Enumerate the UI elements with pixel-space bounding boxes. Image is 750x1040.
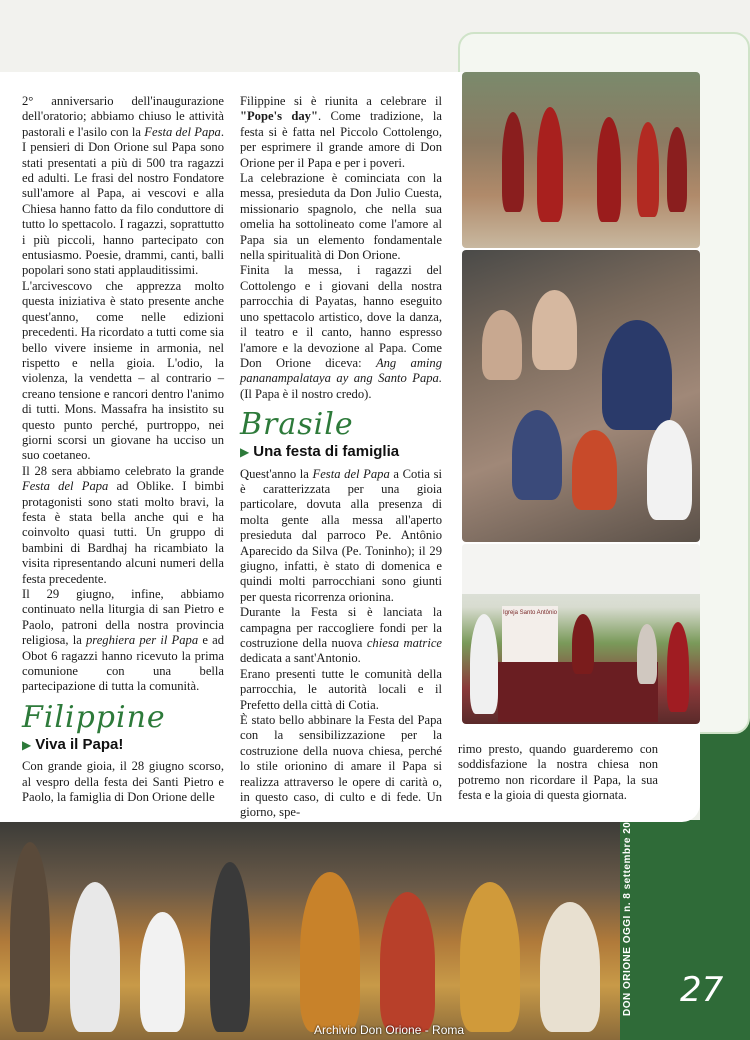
child-figure (647, 420, 692, 520)
photo-dancers (462, 72, 700, 248)
section-subhead: ▶ Viva il Papa! (22, 735, 124, 753)
crowd-figure (210, 862, 250, 1032)
crowd-figure (70, 882, 120, 1032)
paragraph: La celebrazione è cominciata con la messa, presieduta da Don Julio Cuesta, missionario spagnolo, che nella sua omelia ha sottolineato come l'amore al Papa sia un elemento fondamentale nella spiritualità di Don Orione. (240, 171, 442, 263)
priest-figure (470, 614, 498, 714)
photo-children (462, 250, 700, 542)
paragraph: Il 29 giugno, infine, abbiamo continuato nella liturgia di san Pietro e Paolo, patroni della nostra provincia religiosa, la preghiera per il Papa e ad Obot 6 ragazzi hanno ricevuto la prima comunione con una bella partecipazione di tutta la comunità. (22, 587, 224, 694)
crowd-figure (380, 892, 435, 1032)
child-figure (572, 430, 617, 510)
page-number: 27 (680, 970, 724, 1010)
crowd-figure (460, 882, 520, 1032)
celebrant-figure (572, 614, 594, 674)
photo-outdoor-mass (462, 544, 700, 724)
crowd-figure (540, 902, 600, 1032)
crowd-figure (300, 872, 360, 1032)
man-figure (602, 320, 672, 430)
archive-watermark: Archivio Don Orione - Roma (314, 1023, 465, 1037)
paragraph: È stato bello abbinare la Festa del Papa con la sensibilizzazione per la costruzione della nuova chiesa, perché lo stile orionino di amare il Papa si realizza attraverso le opere di carità o, in questo caso, di culto e di fede. Un giorno, spe- (240, 713, 442, 820)
section-title-filippine: Filippine (22, 699, 166, 735)
paragraph: Filippine si è riunita a celebrare il "Pope's day". Come tradizione, la festa si è fatta nel Piccolo Cottolengo, per esprimere il grande amore di Don Orione per il Papa e per i poveri. (240, 94, 442, 170)
paragraph: Durante la Festa si è lanciata la campagna per raccogliere fondi per la costruzione della nuova chiesa matrice dedicata a sant'Antonio. (240, 605, 442, 666)
tent-canopy (462, 544, 700, 594)
banner: Igreja Santo Antônio (502, 606, 558, 664)
child-figure (512, 410, 562, 500)
person-figure (667, 622, 689, 712)
paragraph: Quest'anno la Festa del Papa a Cotia si è caratterizzata per una gioia particolare, dovuta alla presenza di molta gente alla messa all'aperto presieduta dal parroco Pe. Antônio Aparecido da Silva (Pe. Toninho); il 29 giugno, infatti, è stato di domenica e quindi molti parrocchiani sono giunti per questa ricorrenza orionina. (240, 466, 442, 604)
section-title-brasile: Brasile (240, 407, 354, 443)
crowd-figure (140, 912, 185, 1032)
person-figure (637, 624, 657, 684)
dancer-figure (502, 112, 524, 212)
paragraph: L'arcivescovo che apprezza molto questa iniziativa è stato presente anche quest'anno, come nelle edizioni precedenti. Ha ricordato a tutti come sia bello vivere insieme in armonia, nel rispetto e nella gioia. L'odio, la violenza, la vendetta – al contrario – creano tensione e rancori dentro l'animo di tutti. Mons. Massafra ha insistito su questo punto perché, purtroppo, nei giorni scorsi un giovane ha ucciso un suo coetaneo. (22, 278, 224, 463)
paragraph: 2° anniversario dell'inaugurazione dell'oratorio; abbiamo chiuso le attività pastorali e l'asilo con la Festa del Papa. I pensieri di Don Orione sul Papa sono stati presentati a più di 500 tra ragazzi ed adulti. Le frasi del nostro Fondatore sull'amore al Papa, ai vescovi e alla Chiesa hanno fatto da filo conduttore di tutto lo spettacolo. I ragazzi, soprattutto i più piccoli, hanno partecipato con entusiasmo. Poesie, drammi, canti, balli popolari sono stati applauditissimi. (22, 94, 224, 278)
crowd-figure (10, 842, 50, 1032)
paragraph: Il 28 sera abbiamo celebrato la grande Festa del Papa ad Oblike. I bimbi protagonisti sono stati molto bravi, la festa è stata bella anche qui e ha coinvolto quasi tutti. Un gruppo di bambini di Bardhaj ha ricambiato la visita ripresentando alcuni numeri della festa precedente. (22, 463, 224, 586)
paragraph: Con grande gioia, il 28 giugno scorso, al vespro della festa dei Santi Pietro e Paolo, la famiglia di Don Orione delle (22, 759, 224, 805)
magazine-issue-label: DON ORIONE OGGI n. 8 settembre 2008 (622, 809, 633, 1016)
child-figure (532, 290, 577, 370)
dancer-figure (667, 127, 687, 212)
paragraph: Finita la messa, i ragazzi del Cottolengo e i giovani della nostra parrocchia di Payatas, hanno eseguito uno spettacolo artistico, dove la danza, il teatro e il canto, hanno espresso l'amore e la devozione al Papa. Come Don Orione diceva: Ang aming pananampalataya ay ang Santo Papa. (Il Papa è il nostro credo). (240, 263, 443, 401)
dancer-figure (537, 107, 563, 222)
triangle-right-icon: ▶ (240, 445, 250, 460)
triangle-right-icon: ▶ (22, 737, 32, 752)
column-2 (240, 94, 442, 821)
column-1 (22, 94, 224, 805)
dancer-figure (637, 122, 659, 217)
paragraph: rimo presto, quando guarderemo con soddisfazione la nostra chiesa non potremo non ricordare il Papa, la sua festa e la gioia di questa giornata. (458, 742, 658, 803)
photo-crowd (0, 822, 620, 1040)
column-3 (458, 742, 658, 804)
dancer-figure (597, 117, 621, 222)
section-subhead: ▶ Una festa di famiglia (240, 443, 400, 461)
child-figure (482, 310, 522, 380)
paragraph: Erano presenti tutte le comunità della parrocchia, le autorità locali e il Prefetto della città di Cotia. (240, 666, 442, 712)
